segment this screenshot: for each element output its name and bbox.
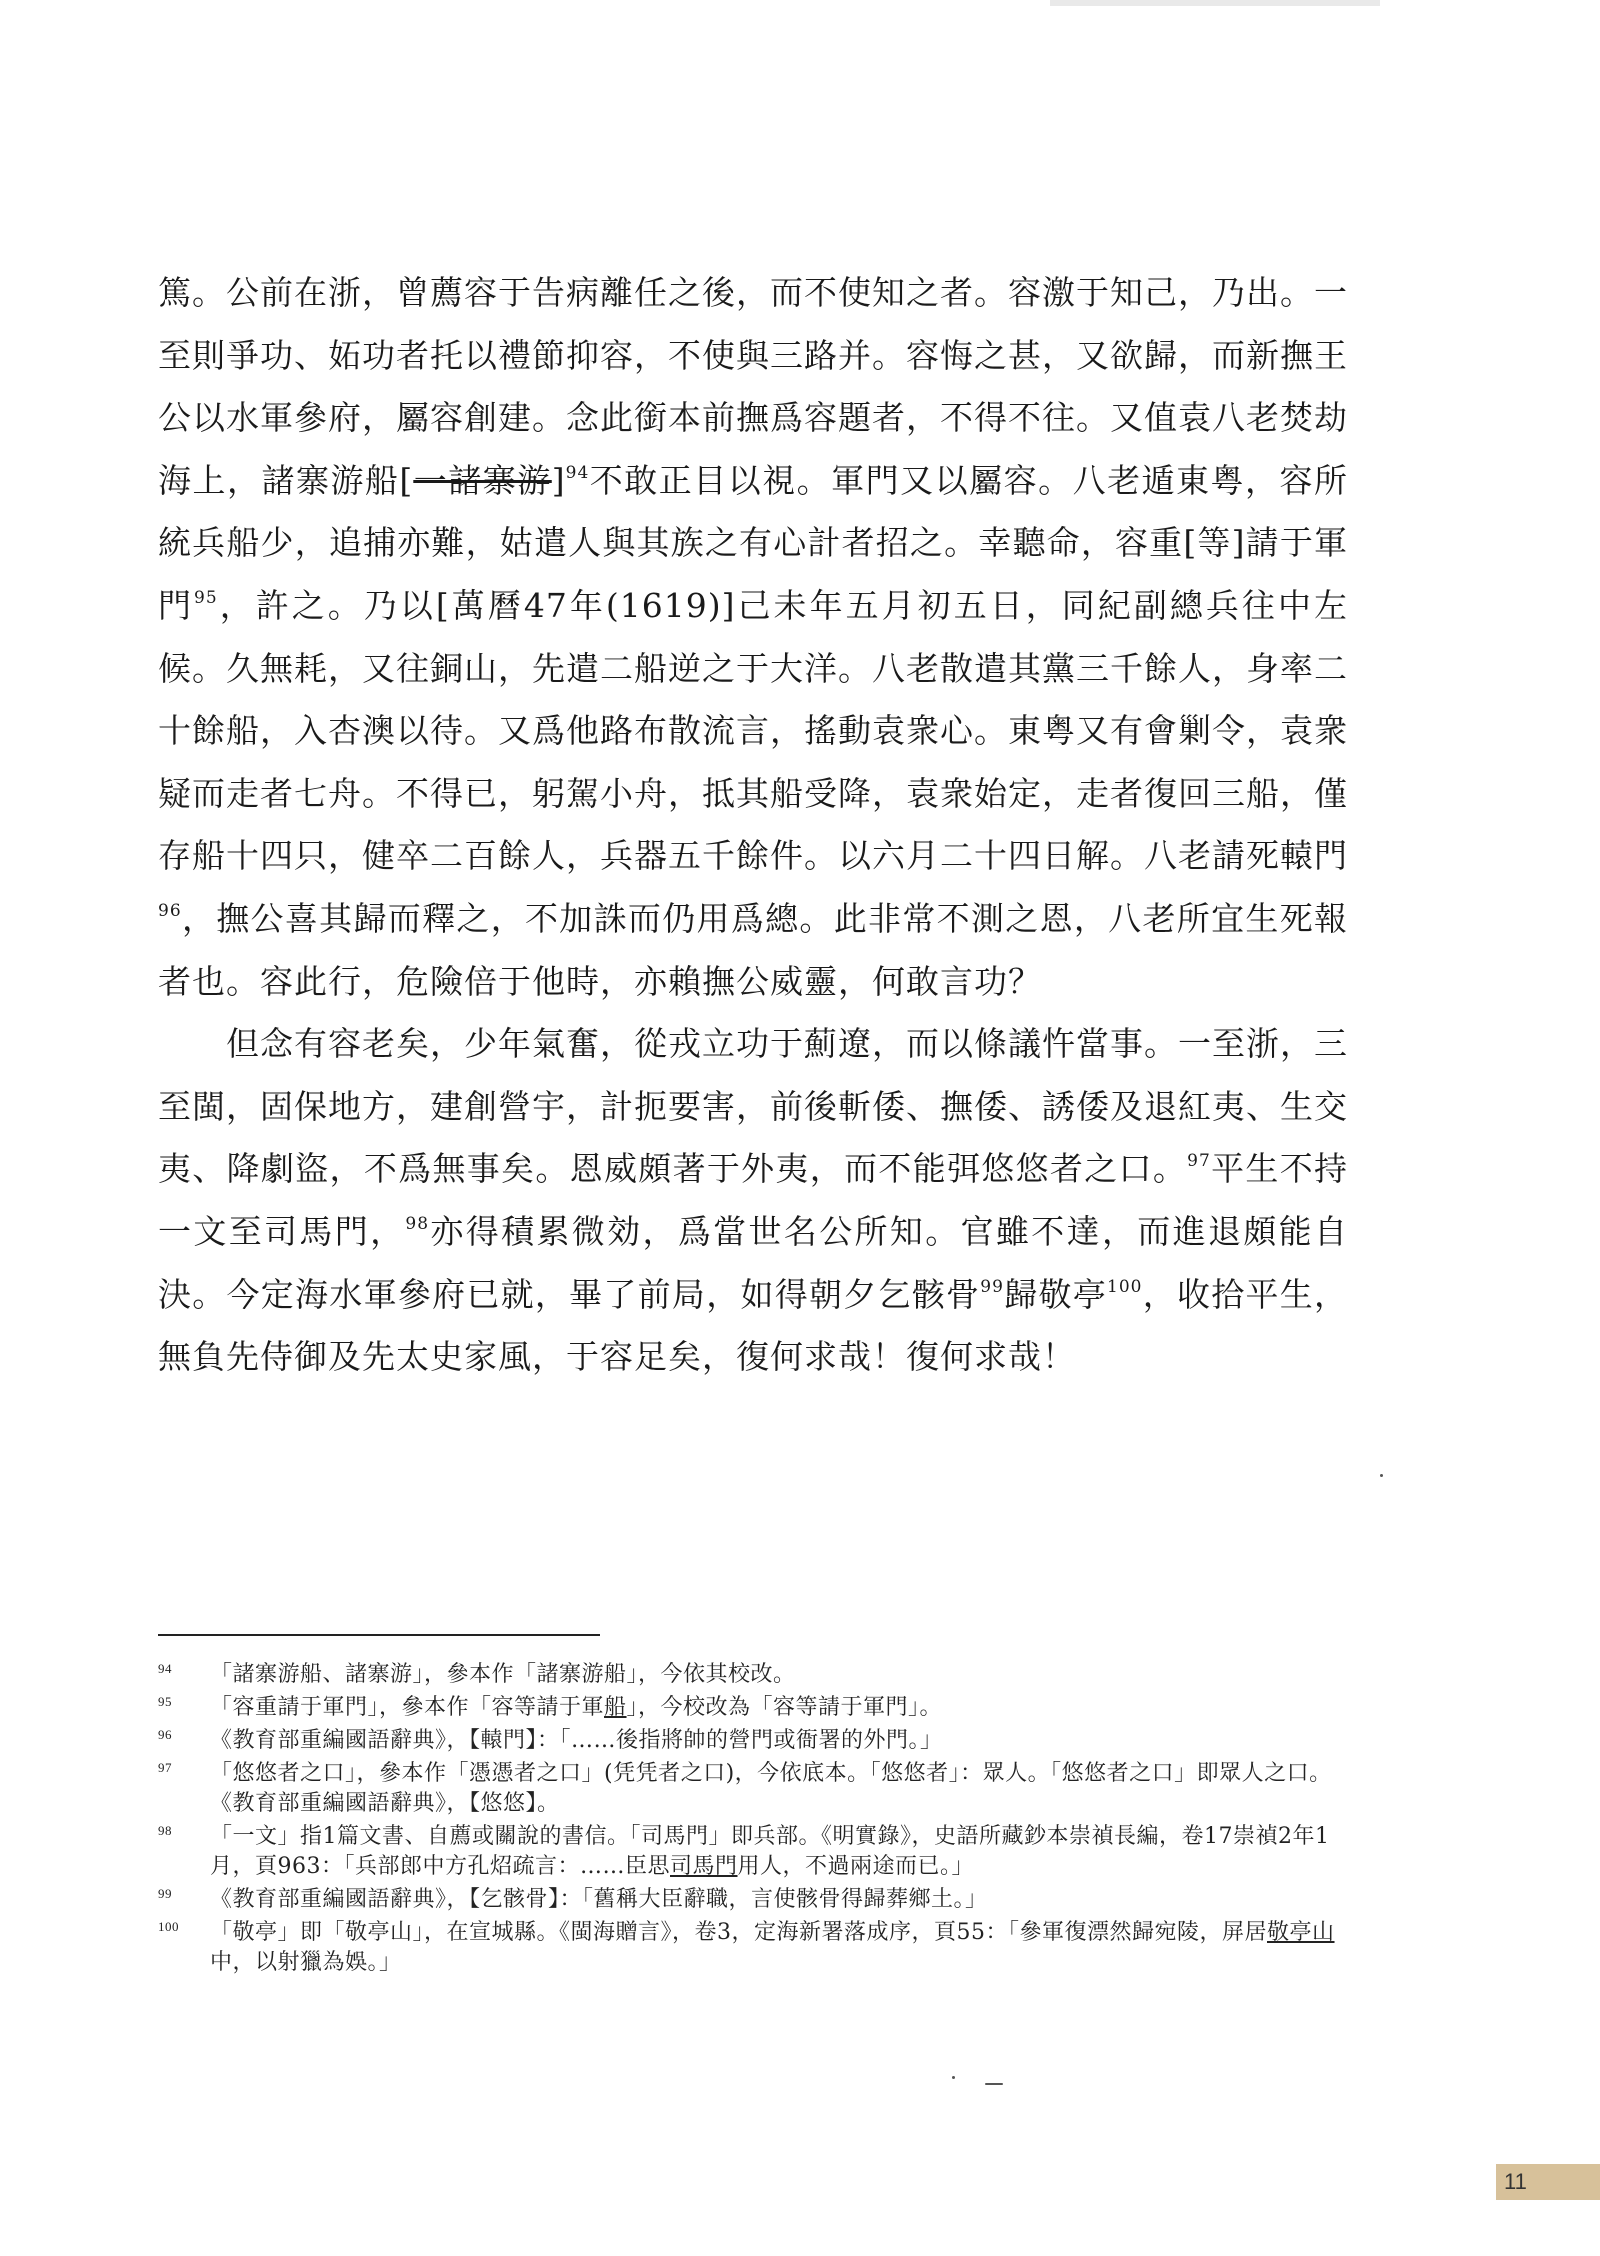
footnote-number: 98 [158,1823,172,1838]
footnote-95 [158,1693,1346,1723]
footnote-text [210,1920,1335,1975]
footnote-ref: 97 [1187,1151,1211,1172]
footnote-text [210,1695,942,1720]
footnote-text [210,1887,988,1912]
underlined-text: 船 [604,1695,627,1720]
text-run: 歸敬亭 [1003,1274,1107,1314]
footnote-text [210,1824,1330,1879]
footnote-96 [158,1726,1346,1756]
paragraph-2 [158,1013,1348,1389]
text-run: 亦得積累微効，爲當世名公所知。官雖不達，而進退頗能自決。今定海水軍參府已就，畢了前局，如得朝夕乞骸骨 [158,1211,1349,1314]
footnote-98 [158,1822,1346,1882]
struck-text: 一諸寨游 [413,460,552,500]
footnote-separator [158,1634,600,1636]
footnote-text [210,1662,796,1687]
footnote-text [210,1761,1332,1816]
main-text [158,262,1348,1389]
paragraph-1 [158,262,1348,1013]
footnote-number: 95 [158,1694,172,1709]
footnote-ref: 94 [565,462,590,483]
scan-edge-mark [1050,0,1380,6]
footnote-100 [158,1918,1346,1978]
text-run: 用人，不過兩途而已。」 [737,1854,975,1879]
scan-speck [952,2076,955,2079]
text-run: 平生不持一文至司馬門， [158,1149,1348,1251]
footnote-number: 97 [158,1760,172,1775]
footnote-99 [158,1885,1346,1915]
footnotes [158,1660,1346,1981]
text-run: 篤。公前在浙，曾薦容于告病離任之後，而不使知之者。容激于知己，乃出。一至則爭功、妬功者托以禮節抑容，不使與三路并。容悔之甚，又欲歸，而新撫王公以水軍參府，屬容創建。念此銜本前撫爲容題者，不得不往。又值袁八老焚劫海上，諸寨游船[ [158,273,1348,500]
text-run: 不敢正目以視。軍門又以屬容。八老遁東粤，容所統兵船少，追捕亦難，姑遣人與其族之有心計者招之。幸聽命，容重[等]請于軍門 [158,460,1349,625]
text-run: 「悠悠者之口」，參本作「憑憑者之口」(凭凭者之口)，今依底本。「悠悠者」：眾人。「悠悠者之口」即眾人之口。《教育部重編國語辭典》，【悠悠】。 [210,1761,1332,1816]
footnote-ref: 96 [158,900,182,921]
footnote-ref: 98 [405,1213,430,1234]
text-run: 《教育部重編國語辭典》，【轅門】：「……後指將帥的營門或衙署的外門。」 [210,1728,943,1753]
footnote-number: 100 [158,1919,179,1934]
text-run: 但念有容老矣，少年氣奮，從戎立功于薊遼，而以條議忤當事。一至浙，三至閩，固保地方，建創營宇，計扼要害，前後斬倭、撫倭、誘倭及退紅夷、生交夷、降劇盜，不爲無事矣。恩威頗著于外夷，而不能弭悠悠者之口。 [158,1024,1348,1189]
underlined-text: 敬亭山 [1267,1920,1335,1945]
footnote-ref: 99 [980,1276,1004,1297]
text-run: ，撫公喜其歸而釋之，不加誅而仍用爲總。此非常不測之恩，八老所宜生死報者也。容此行，危險倍于他時，亦賴撫公威靈，何敢言功？ [158,898,1348,1001]
footnote-number: 99 [158,1886,172,1901]
text-run: 中，以射獵為娛。」 [210,1950,402,1975]
footnote-97 [158,1759,1346,1819]
text-run: ] [551,460,566,500]
text-run: ，許之。乃以[萬曆47年(1619)]己未年五月初五日，同紀副總兵往中左候。久無耗，又往銅山，先遣二船逆之于大洋。八老散遣其黨三千餘人，身率二十餘船，入杏澳以待。又爲他路布散流言，搖動袁衆心。東粤又有會剿令，袁衆疑而走者七舟。不得已，躬駕小舟，抵其船受降，袁衆始定，走者復回三船，僅存船十四只，健卒二百餘人，兵器五千餘件。以六月二十四日解。八老請死轅門 [158,585,1348,876]
text-run: 「敬亭」即「敬亭山」，在宣城縣。《閩海贈言》，卷3，定海新署落成序，頁55：「參軍復漂然歸宛陵，屏居 [210,1920,1267,1945]
text-run: 《教育部重編國語辭典》，【乞骸骨】：「舊稱大臣辭職，言使骸骨得歸葬鄉土。」 [210,1887,988,1912]
text-run: ，收拾平生，無負先侍御及先太史家風，于容足矣，復何求哉！復何求哉！ [158,1274,1349,1377]
page-number: 11 [1496,2164,1600,2200]
footnote-number: 96 [158,1727,172,1742]
underlined-text: 司馬門 [670,1854,738,1879]
scan-speck [985,2083,1003,2085]
text-run: 」，今校改為「容等請于軍門」。 [626,1695,943,1720]
text-run: 「諸寨游船、諸寨游」，參本作「諸寨游船」，今依其校改。 [210,1662,796,1687]
text-run: 「一文」指1篇文書、自薦或關說的書信。「司馬門」即兵部。《明實錄》，史語所藏鈔本崇禎長編，卷17崇禎2年1月，頁963：「兵部郎中方孔炤疏言：……臣思 [210,1824,1330,1879]
footnote-ref: 100 [1107,1276,1143,1297]
footnote-ref: 95 [194,587,218,608]
footnote-94 [158,1660,1346,1690]
footnote-text [210,1728,943,1753]
scan-speck [1380,1474,1383,1477]
footnote-number: 94 [158,1661,172,1676]
text-run: 「容重請于軍門」，參本作「容等請于軍 [210,1695,605,1720]
